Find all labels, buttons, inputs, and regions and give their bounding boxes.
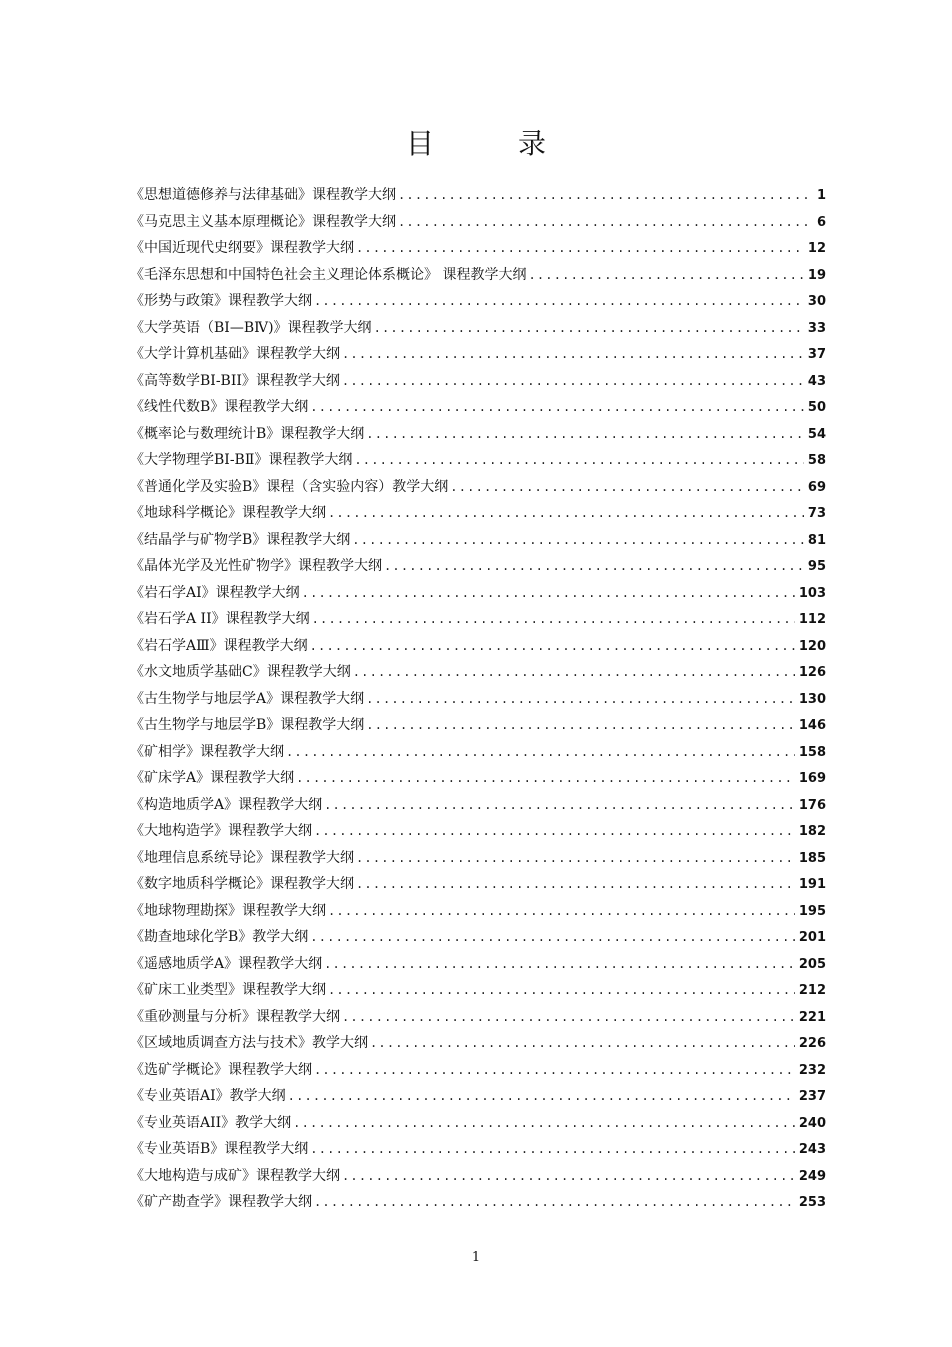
toc-entry-page-number: 185 — [798, 850, 826, 866]
toc-entry[interactable] — [130, 792, 826, 819]
toc-entry-title: 《构造地质学A》课程教学大纲 — [130, 796, 323, 813]
toc-entry-title: 《勘查地球化学B》教学大纲 — [130, 929, 309, 945]
dot-leader — [314, 1057, 795, 1084]
toc-entry-page-number: 212 — [798, 983, 826, 998]
toc-entry-title: 《区域地质调查方法与技术》教学大纲 — [130, 1035, 368, 1051]
dot-leader — [353, 659, 795, 686]
dot-leader — [342, 368, 804, 395]
toc-entry-title: 《地球科学概论》课程教学大纲 — [130, 505, 326, 521]
toc-entry-title: 《晶体光学及光性矿物学》课程教学大纲 — [130, 558, 382, 574]
toc-entry-title: 《岩石学A II》课程教学大纲 — [130, 611, 310, 627]
toc-entry-page-number: 6 — [816, 214, 826, 230]
toc-entry[interactable] — [130, 977, 826, 1004]
toc-entry-page-number: 1 — [816, 188, 826, 203]
toc-entry-page-number: 158 — [798, 744, 826, 760]
toc-entry-title: 《毛泽东思想和中国特色社会主义理论体系概论》 课程教学大纲 — [130, 266, 527, 283]
toc-entry-title: 《古生物学与地层学B》课程教学大纲 — [130, 717, 365, 733]
toc-entry-page-number: 191 — [798, 877, 826, 892]
toc-entry-page-number: 54 — [807, 426, 826, 442]
toc-entry-page-number: 130 — [798, 691, 826, 707]
toc-entry-page-number: 58 — [807, 453, 826, 468]
toc-entry[interactable] — [130, 1189, 826, 1216]
toc-entry-page-number: 243 — [798, 1142, 826, 1157]
toc-entry-title: 《大学英语（BⅠ—BⅣ)》课程教学大纲 — [130, 319, 372, 336]
dot-leader — [366, 686, 795, 713]
toc-entry-page-number: 201 — [798, 930, 826, 945]
toc-entry[interactable] — [130, 527, 826, 554]
toc-entry[interactable] — [130, 1057, 826, 1084]
toc-entry[interactable] — [130, 421, 826, 448]
toc-entry-page-number: 19 — [807, 267, 826, 283]
toc-entry-page-number: 253 — [798, 1195, 826, 1210]
toc-entry[interactable] — [130, 1030, 826, 1057]
toc-entry-page-number: 169 — [798, 771, 826, 786]
dot-leader — [398, 182, 813, 209]
dot-leader — [356, 871, 795, 898]
toc-heading: 目 录 — [405, 127, 574, 160]
toc-entry[interactable] — [130, 1163, 826, 1190]
dot-leader — [293, 1110, 795, 1137]
toc-entry[interactable] — [130, 712, 826, 739]
toc-entry[interactable] — [130, 474, 826, 501]
dot-leader — [310, 1136, 795, 1163]
dot-leader — [528, 262, 803, 289]
toc-entry-page-number: 33 — [807, 320, 826, 336]
toc-entry-page-number: 232 — [798, 1062, 826, 1078]
toc-entry-title: 《大地构造与成矿》课程教学大纲 — [130, 1167, 340, 1184]
dot-leader — [352, 527, 804, 554]
toc-entry-title: 《线性代数B》课程教学大纲 — [130, 399, 309, 415]
toc-entry-page-number: 249 — [798, 1168, 826, 1184]
toc-entry-title: 《水文地质学基础C》课程教学大纲 — [130, 664, 351, 680]
dot-leader — [356, 845, 795, 872]
toc-entry-title: 《矿相学》课程教学大纲 — [130, 743, 284, 760]
toc-entry[interactable] — [130, 1004, 826, 1031]
dot-leader — [342, 1004, 795, 1031]
toc-entry-title: 《思想道德修养与法律基础》课程教学大纲 — [130, 187, 396, 203]
toc-entry-title: 《重砂测量与分析》课程教学大纲 — [130, 1008, 340, 1025]
toc-entry[interactable] — [130, 924, 826, 951]
dot-leader — [384, 553, 804, 580]
dot-leader — [296, 765, 795, 792]
dot-leader — [302, 580, 795, 607]
dot-leader — [342, 1163, 795, 1190]
toc-entry-title: 《形势与政策》课程教学大纲 — [130, 293, 312, 309]
toc-entry-title: 《地理信息系统导论》课程教学大纲 — [130, 849, 354, 866]
toc-entry[interactable] — [130, 845, 826, 872]
toc-entry-page-number: 237 — [798, 1089, 826, 1104]
toc-entry-title: 《专业英语B》课程教学大纲 — [130, 1141, 309, 1157]
toc-entry[interactable] — [130, 368, 826, 395]
toc-entry[interactable] — [130, 315, 826, 342]
toc-entry-title: 《专业英语AII》教学大纲 — [130, 1114, 292, 1131]
dot-leader — [312, 606, 795, 633]
dot-leader — [288, 1083, 795, 1110]
dot-leader — [314, 288, 804, 315]
dot-leader — [354, 447, 804, 474]
toc-entry-title: 《矿床工业类型》课程教学大纲 — [130, 982, 326, 998]
dot-leader — [450, 474, 804, 501]
toc-entry-page-number: 37 — [807, 347, 826, 362]
toc-entry-page-number: 126 — [798, 665, 826, 680]
toc-entry-title: 《选矿学概论》课程教学大纲 — [130, 1061, 312, 1078]
toc-entry[interactable] — [130, 739, 826, 766]
page-number: 1 — [471, 1250, 481, 1265]
toc-entry-page-number: 112 — [798, 612, 826, 627]
toc-entry-title: 《大学物理学BⅠ-BⅡ》课程教学大纲 — [130, 452, 353, 468]
toc-entry[interactable] — [130, 553, 826, 580]
dot-leader — [374, 315, 804, 342]
toc-entry-page-number: 30 — [807, 294, 826, 309]
toc-entry-page-number: 43 — [807, 373, 826, 389]
toc-entry-title: 《普通化学及实验B》课程（含实验内容）教学大纲 — [130, 478, 449, 495]
toc-entry-page-number: 195 — [798, 903, 826, 919]
toc-entry-title: 《结晶学与矿物学B》课程教学大纲 — [130, 531, 351, 548]
dot-leader — [310, 394, 804, 421]
toc-entry-page-number: 226 — [798, 1036, 826, 1051]
toc-entry[interactable] — [130, 182, 826, 209]
toc-entry[interactable] — [130, 500, 826, 527]
dot-leader — [324, 951, 795, 978]
toc-entry-title: 《中国近现代史纲要》课程教学大纲 — [130, 240, 354, 256]
toc-entry[interactable] — [130, 898, 826, 925]
toc-list — [130, 182, 826, 1216]
toc-entry[interactable] — [130, 606, 826, 633]
dot-leader — [314, 1189, 795, 1216]
toc-entry[interactable] — [130, 341, 826, 368]
toc-entry-page-number: 176 — [798, 797, 826, 813]
dot-leader — [324, 792, 795, 819]
dot-leader — [328, 898, 795, 925]
toc-entry[interactable] — [130, 262, 826, 289]
toc-entry-title: 《古生物学与地层学A》课程教学大纲 — [130, 690, 365, 707]
toc-entry[interactable] — [130, 1083, 826, 1110]
dot-leader — [286, 739, 795, 766]
dot-leader — [366, 421, 804, 448]
toc-entry[interactable] — [130, 765, 826, 792]
toc-entry-title: 《高等数学BI-BII》课程教学大纲 — [130, 372, 340, 389]
toc-entry-title: 《大地构造学》课程教学大纲 — [130, 823, 312, 839]
toc-entry[interactable] — [130, 580, 826, 607]
toc-entry[interactable] — [130, 659, 826, 686]
dot-leader — [366, 712, 795, 739]
toc-entry-page-number: 120 — [798, 638, 826, 654]
toc-entry[interactable] — [130, 288, 826, 315]
dot-leader — [314, 818, 795, 845]
toc-entry-page-number: 73 — [807, 506, 826, 521]
dot-leader — [398, 209, 813, 236]
toc-entry-page-number: 69 — [807, 479, 826, 495]
toc-entry-page-number: 221 — [798, 1009, 826, 1025]
toc-entry[interactable] — [130, 1110, 826, 1137]
toc-entry[interactable] — [130, 1136, 826, 1163]
toc-entry-page-number: 81 — [807, 532, 826, 548]
toc-entry-page-number: 103 — [798, 585, 826, 601]
dot-leader — [342, 341, 804, 368]
dot-leader — [328, 977, 795, 1004]
toc-entry[interactable] — [130, 871, 826, 898]
toc-entry-page-number: 205 — [798, 956, 826, 972]
toc-entry-page-number: 50 — [807, 400, 826, 415]
toc-entry-title: 《数字地质科学概论》课程教学大纲 — [130, 876, 354, 892]
toc-entry[interactable] — [130, 447, 826, 474]
toc-entry[interactable] — [130, 235, 826, 262]
toc-entry-title: 《矿产勘查学》课程教学大纲 — [130, 1194, 312, 1210]
dot-leader — [310, 633, 795, 660]
toc-entry[interactable] — [130, 951, 826, 978]
toc-entry-page-number: 146 — [798, 718, 826, 733]
toc-entry-title: 《遥感地质学A》课程教学大纲 — [130, 955, 323, 972]
dot-leader — [328, 500, 804, 527]
dot-leader — [356, 235, 804, 262]
toc-entry-title: 《概率论与数理统计B》课程教学大纲 — [130, 425, 365, 442]
toc-entry-title: 《地球物理勘探》课程教学大纲 — [130, 902, 326, 919]
toc-entry[interactable] — [130, 818, 826, 845]
toc-entry-page-number: 12 — [807, 241, 826, 256]
toc-entry-page-number: 95 — [807, 559, 826, 574]
toc-entry-page-number: 182 — [798, 824, 826, 839]
toc-entry-title: 《矿床学A》课程教学大纲 — [130, 770, 295, 786]
toc-entry-title: 《岩石学AI》课程教学大纲 — [130, 584, 300, 601]
toc-entry-title: 《专业英语AI》教学大纲 — [130, 1088, 286, 1104]
toc-entry-title: 《大学计算机基础》课程教学大纲 — [130, 346, 340, 362]
toc-entry[interactable] — [130, 633, 826, 660]
dot-leader — [310, 924, 795, 951]
toc-entry[interactable] — [130, 686, 826, 713]
dot-leader — [370, 1030, 795, 1057]
toc-entry[interactable] — [130, 209, 826, 236]
toc-entry-page-number: 240 — [798, 1115, 826, 1131]
toc-entry-title: 《马克思主义基本原理概论》课程教学大纲 — [130, 213, 396, 230]
toc-entry-title: 《岩石学AⅢ》课程教学大纲 — [130, 637, 308, 654]
toc-entry[interactable] — [130, 394, 826, 421]
